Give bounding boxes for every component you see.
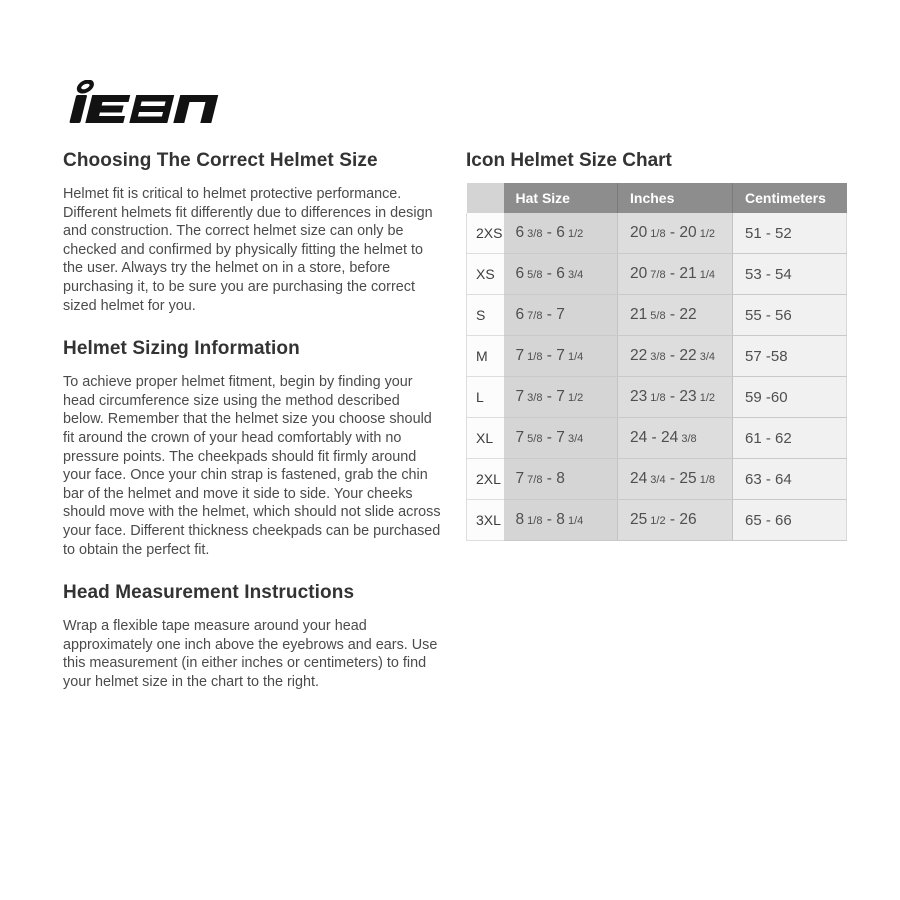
range-separator: - xyxy=(665,224,680,241)
table-row xyxy=(467,459,847,500)
value-fraction: 3/8 xyxy=(678,433,697,445)
logo-letter-i xyxy=(69,95,87,123)
value-whole: 22 xyxy=(679,347,697,364)
value-whole: 7 xyxy=(556,306,565,323)
centimeters-cell: 59 -60 xyxy=(733,377,847,418)
inches-cell xyxy=(618,418,733,459)
header-centimeters: Centimeters xyxy=(733,183,847,213)
hat-size-cell xyxy=(504,500,618,541)
value-fraction: 1/8 xyxy=(647,392,666,404)
value-whole: 22 xyxy=(630,347,648,364)
table-row xyxy=(467,213,847,254)
value-fraction: 3/4 xyxy=(647,474,666,486)
range-separator: - xyxy=(665,388,680,405)
value-whole: 22 xyxy=(679,306,697,323)
range-separator: - xyxy=(665,347,680,364)
hat-size-cell xyxy=(504,459,618,500)
centimeters-cell: 61 - 62 xyxy=(733,418,847,459)
value-whole: 7 xyxy=(556,388,565,405)
value-fraction: 5/8 xyxy=(524,269,543,281)
size-cell: XL xyxy=(467,418,504,459)
range-separator: - xyxy=(542,265,557,282)
inches-cell xyxy=(618,254,733,295)
header-inches: Inches xyxy=(618,183,733,213)
value-fraction: 1/4 xyxy=(564,515,584,527)
value-fraction: 3/4 xyxy=(564,433,584,445)
hat-size-cell xyxy=(504,336,618,377)
hat-size-cell xyxy=(504,418,618,459)
value-whole: 7 xyxy=(515,388,525,405)
inches-cell xyxy=(618,500,733,541)
value-fraction: 3/4 xyxy=(564,269,584,281)
value-fraction: 1/8 xyxy=(696,474,715,486)
section-heading-sizing-information: Helmet Sizing Information xyxy=(63,338,300,360)
value-fraction: 7/8 xyxy=(524,474,543,486)
value-whole: 24 xyxy=(630,429,648,446)
logo-letter-i-dot xyxy=(78,80,92,93)
inches-cell xyxy=(618,336,733,377)
value-fraction: 5/8 xyxy=(647,310,666,322)
range-separator: - xyxy=(542,224,557,241)
value-fraction: 1/4 xyxy=(564,351,584,363)
inches-cell xyxy=(618,213,733,254)
value-whole: 23 xyxy=(630,388,648,405)
value-whole: 6 xyxy=(515,306,525,323)
inches-cell xyxy=(618,295,733,336)
hat-size-cell xyxy=(504,254,618,295)
size-cell: L xyxy=(467,377,504,418)
value-whole: 7 xyxy=(515,347,525,364)
table-row xyxy=(467,500,847,541)
value-whole: 21 xyxy=(630,306,648,323)
value-whole: 7 xyxy=(556,429,565,446)
icon-brand-logo xyxy=(62,80,238,124)
instructions-column xyxy=(63,150,442,714)
value-fraction: 3/4 xyxy=(696,351,715,363)
size-cell: M xyxy=(467,336,504,377)
range-separator: - xyxy=(665,470,680,487)
value-whole: 8 xyxy=(515,511,525,528)
size-table-body xyxy=(467,213,847,541)
hat-size-cell xyxy=(504,377,618,418)
value-whole: 7 xyxy=(515,470,525,487)
value-whole: 7 xyxy=(556,347,565,364)
value-fraction: 1/4 xyxy=(696,269,715,281)
centimeters-cell: 55 - 56 xyxy=(733,295,847,336)
value-whole: 24 xyxy=(630,470,648,487)
table-header-row xyxy=(467,183,847,213)
section-body-sizing-information: To achieve proper helmet fitment, begin by finding your head circumference size using the method described below. Remember that the helmet size you choose should fit around the crown of your head comfortably with no pressure points. The cheekpads should fit firmly around your face. Once your chin strap is fastened, grab the chin bar of the helmet and move it side to side. Your cheeks should move with the helmet, which should not slide across your face. Different thickness cheekpads can be purchased to obtain the perfect fit. xyxy=(63,374,441,558)
value-whole: 20 xyxy=(630,265,648,282)
range-separator: - xyxy=(647,429,662,446)
value-fraction: 1/8 xyxy=(524,351,543,363)
table-row xyxy=(467,295,847,336)
value-whole: 20 xyxy=(679,224,697,241)
value-fraction: 1/2 xyxy=(647,515,666,527)
range-separator: - xyxy=(542,388,557,405)
value-fraction: 7/8 xyxy=(524,310,543,322)
helmet-size-table xyxy=(466,183,847,541)
section-body-choosing-size: Helmet fit is critical to helmet protective performance. Different helmets fit differently due to differences in design and construction. The correct helmet size can only be checked and confirmed by physically fitting the helmet to the user. Always try the helmet on in a store, before purchasing it, to be sure you are purchasing the correct sized helmet for you. xyxy=(63,186,433,314)
value-whole: 6 xyxy=(515,265,525,282)
value-whole: 7 xyxy=(515,429,525,446)
logo-letter-c xyxy=(85,95,130,123)
table-row xyxy=(467,418,847,459)
size-cell: XS xyxy=(467,254,504,295)
size-cell: 2XL xyxy=(467,459,504,500)
table-row xyxy=(467,377,847,418)
value-fraction: 3/8 xyxy=(524,228,543,240)
logo-letter-n xyxy=(173,95,218,123)
section-heading-measurement-instructions: Head Measurement Instructions xyxy=(63,582,355,604)
centimeters-cell: 51 - 52 xyxy=(733,213,847,254)
section-body-measurement-instructions: Wrap a flexible tape measure around your head approximately one inch above the eyebrows and ears. Use this measurement (in either inches or centimeters) to find your helmet size in the chart to the right. xyxy=(63,618,438,690)
value-fraction: 1/2 xyxy=(564,392,584,404)
range-separator: - xyxy=(665,306,680,323)
value-whole: 6 xyxy=(556,265,565,282)
size-chart-column xyxy=(466,150,846,541)
value-fraction: 1/2 xyxy=(696,228,715,240)
hat-size-cell xyxy=(504,295,618,336)
value-whole: 26 xyxy=(679,511,697,528)
inches-cell xyxy=(618,459,733,500)
logo-letter-o xyxy=(129,95,174,123)
value-whole: 24 xyxy=(661,429,679,446)
value-whole: 8 xyxy=(556,470,565,487)
value-whole: 20 xyxy=(630,224,648,241)
size-chart-heading: Icon Helmet Size Chart xyxy=(466,150,672,171)
value-fraction: 1/8 xyxy=(647,228,666,240)
inches-cell xyxy=(618,377,733,418)
value-whole: 25 xyxy=(630,511,648,528)
header-corner-cell xyxy=(467,183,504,213)
section-heading-choosing-size: Choosing The Correct Helmet Size xyxy=(63,150,378,171)
range-separator: - xyxy=(542,429,557,446)
range-separator: - xyxy=(542,347,557,364)
value-fraction: 3/8 xyxy=(524,392,543,404)
range-separator: - xyxy=(542,470,557,487)
value-whole: 23 xyxy=(679,388,697,405)
value-whole: 8 xyxy=(556,511,565,528)
range-separator: - xyxy=(542,511,557,528)
hat-size-cell xyxy=(504,213,618,254)
range-separator: - xyxy=(665,265,680,282)
centimeters-cell: 53 - 54 xyxy=(733,254,847,295)
value-fraction: 1/2 xyxy=(564,228,584,240)
value-fraction: 1/2 xyxy=(696,392,715,404)
centimeters-cell: 65 - 66 xyxy=(733,500,847,541)
value-fraction: 1/8 xyxy=(524,515,543,527)
range-separator: - xyxy=(665,511,680,528)
header-hat-size: Hat Size xyxy=(504,183,618,213)
size-cell: 3XL xyxy=(467,500,504,541)
value-whole: 21 xyxy=(679,265,697,282)
value-fraction: 7/8 xyxy=(647,269,666,281)
value-whole: 25 xyxy=(679,470,697,487)
value-whole: 6 xyxy=(515,224,525,241)
table-row xyxy=(467,336,847,377)
value-fraction: 5/8 xyxy=(524,433,543,445)
centimeters-cell: 63 - 64 xyxy=(733,459,847,500)
value-whole: 6 xyxy=(556,224,565,241)
centimeters-cell: 57 -58 xyxy=(733,336,847,377)
range-separator: - xyxy=(542,306,557,323)
size-cell: S xyxy=(467,295,504,336)
value-fraction: 3/8 xyxy=(647,351,666,363)
size-cell: 2XS xyxy=(467,213,504,254)
table-row xyxy=(467,254,847,295)
